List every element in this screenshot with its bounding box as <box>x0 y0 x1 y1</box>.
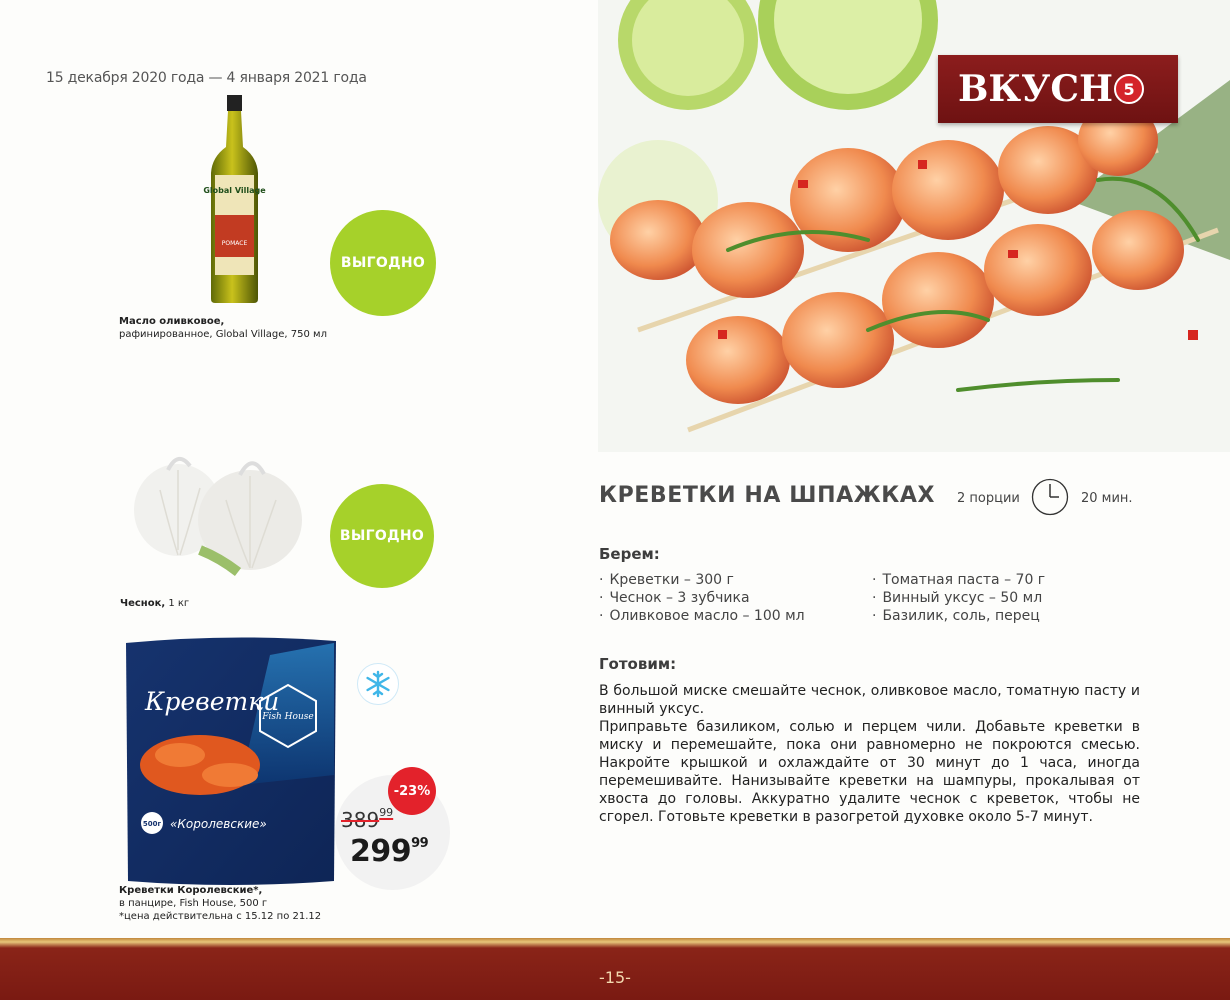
shrimp-price-note: *цена действительна с 15.12 по 21.12 <box>119 911 322 922</box>
ingredients-heading: Берем: <box>599 545 660 563</box>
brand-text: ВКУСН <box>958 68 1114 110</box>
old-price <box>341 808 393 832</box>
cook-time: 20 мин. <box>1081 491 1133 506</box>
method-paragraph: Приправьте базиликом, солью и перцем чили. Добавьте креветки в миску и перемешайте, пока они равномерно не покроются смесью. Накройте крышкой и охлаждайте от 30 минут до 1 часа, иногда перемешивайте. Нанизывайте креветки на шампуры, прокалывая от хвоста до головы. Аккуратно удалите чеснок с креветок, чтобы не сгорел. Готовьте креветки в разогретой духовке около 5-7 минут. <box>599 719 1140 825</box>
shrimp-caption <box>119 884 321 923</box>
new-price-main: 299 <box>350 834 412 869</box>
ingredients-list-left <box>599 571 805 625</box>
old-price-cents: 99 <box>379 806 394 819</box>
ingredient: · Винный уксус – 50 мл <box>872 589 1045 607</box>
method-text <box>599 682 1140 826</box>
bottle-label-brand: Global Village <box>203 186 266 195</box>
value-badge-garlic: ВЫГОДНО <box>330 484 434 588</box>
brand-banner <box>938 55 1178 123</box>
package-title: Креветки <box>145 687 280 716</box>
shrimp-name: Креветки Королевские*, <box>119 885 263 896</box>
shrimp-package-image <box>120 635 342 887</box>
ingredient: · Оливковое масло – 100 мл <box>599 607 805 625</box>
old-price-main: 389 <box>341 808 380 832</box>
oil-caption <box>119 315 327 341</box>
snowflake-icon <box>358 664 398 704</box>
brand-five-logo: 5 <box>1114 74 1144 104</box>
ingredients-list-right <box>872 571 1045 625</box>
method-paragraph: В большой миске смешайте чеснок, оливковое масло, томатную пасту и винный уксус. <box>599 683 1140 717</box>
olive-oil-bottle-image <box>203 95 266 303</box>
discount-badge: -23% <box>388 767 436 815</box>
shrimp-details: в панцире, Fish House, 500 г <box>119 898 268 909</box>
ingredient: · Чеснок – 3 зубчика <box>599 589 805 607</box>
oil-name: Масло оливковое, <box>119 316 225 327</box>
bottle-label-type: POMACE <box>221 240 248 247</box>
garlic-image <box>130 430 310 580</box>
ingredient: · Томатная паста – 70 г <box>872 571 1045 589</box>
ingredient: · Базилик, соль, перец <box>872 607 1045 625</box>
value-badge-oil: ВЫГОДНО <box>330 210 436 316</box>
frozen-badge <box>357 663 399 705</box>
package-weight: 500г <box>142 820 162 828</box>
new-price-cents: 99 <box>411 836 429 851</box>
garlic-name: Чеснок, <box>120 598 166 609</box>
new-price <box>350 834 428 869</box>
recipe-title: КРЕВЕТКИ НА ШПАЖКАХ <box>599 483 936 508</box>
clock-icon <box>1031 478 1069 516</box>
page-number: -15- <box>599 968 631 987</box>
ingredient: · Креветки – 300 г <box>599 571 805 589</box>
method-heading: Готовим: <box>599 655 677 673</box>
package-variant: «Королевские» <box>170 817 267 831</box>
garlic-details: 1 кг <box>168 598 190 609</box>
portions: 2 порции <box>957 491 1020 506</box>
package-brand: Fish House <box>262 712 314 722</box>
oil-details: рафинированное, Global Village, 750 мл <box>119 329 327 340</box>
garlic-caption <box>120 597 189 610</box>
date-range: 15 декабря 2020 года — 4 января 2021 года <box>46 70 367 86</box>
